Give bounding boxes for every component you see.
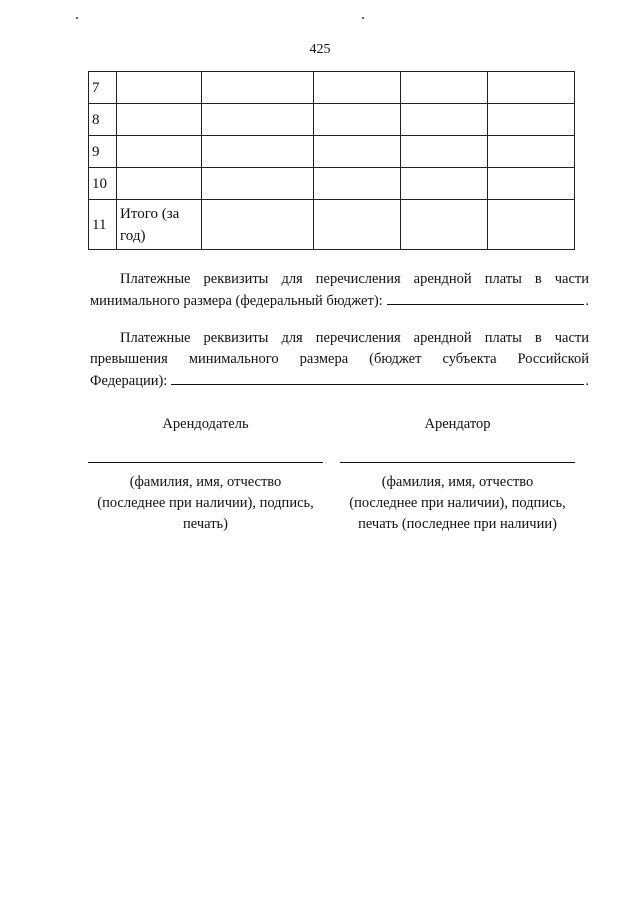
paragraph-text: Федерации): <box>90 373 168 389</box>
total-label <box>117 200 202 250</box>
table-cell <box>401 168 488 200</box>
rent-payment-table <box>88 71 575 250</box>
payment-details-federal <box>90 269 589 312</box>
table-cell <box>488 200 575 250</box>
caption-line: печать) <box>183 516 228 532</box>
table-cell <box>488 104 575 136</box>
table-row <box>89 168 575 200</box>
paragraph-line <box>90 290 589 312</box>
table-cell <box>401 136 488 168</box>
row-number: 8 <box>89 104 117 136</box>
caption-line: печать (последнее при наличии) <box>358 516 557 532</box>
caption-line: (фамилия, имя, отчество <box>381 474 534 490</box>
signature-caption <box>88 472 323 535</box>
paragraph-line: Платежные реквизиты для перечисления арендной платы в части <box>120 271 589 287</box>
signature-line[interactable] <box>340 462 575 463</box>
total-label-line: год) <box>120 227 146 244</box>
table-cell <box>314 200 401 250</box>
paragraph-line: Платежные реквизиты для перечисления арендной платы в части <box>120 330 589 346</box>
payment-details-regional <box>90 328 589 392</box>
table-cell <box>202 72 314 104</box>
table-cell <box>202 168 314 200</box>
fill-in-blank[interactable] <box>171 370 584 385</box>
scan-speck <box>76 17 78 19</box>
table-row <box>89 136 575 168</box>
paragraph-line <box>90 370 589 392</box>
table-cell <box>401 200 488 250</box>
table-cell <box>117 72 202 104</box>
table-cell <box>401 104 488 136</box>
table-cell <box>117 136 202 168</box>
table-row <box>89 104 575 136</box>
page-number: 425 <box>309 42 331 57</box>
paragraph-line: превышения минимального размера (бюджет субъекта Российской <box>90 351 589 367</box>
row-number: 10 <box>89 168 117 200</box>
caption-line: (последнее при наличии), подпись, <box>97 495 314 511</box>
caption-line: (фамилия, имя, отчество <box>129 474 282 490</box>
table-cell <box>488 72 575 104</box>
scan-speck <box>362 17 364 19</box>
table-cell <box>401 72 488 104</box>
table-cell <box>117 104 202 136</box>
table-cell <box>314 168 401 200</box>
table-cell <box>488 168 575 200</box>
signature-line[interactable] <box>88 462 323 463</box>
table-cell <box>202 200 314 250</box>
table-cell <box>488 136 575 168</box>
paragraph-end: . <box>585 373 589 389</box>
table-cell <box>202 104 314 136</box>
caption-line: (последнее при наличии), подпись, <box>349 495 566 511</box>
paragraph-end: . <box>585 293 589 309</box>
row-number: 7 <box>89 72 117 104</box>
table-cell <box>117 168 202 200</box>
signature-caption <box>340 472 575 535</box>
row-number: 11 <box>89 200 117 250</box>
landlord-title: Арендодатель <box>162 416 249 432</box>
fill-in-blank[interactable] <box>387 290 585 305</box>
landlord-signature-block <box>88 414 323 535</box>
table-row-total <box>89 200 575 250</box>
table-cell <box>314 104 401 136</box>
table-cell <box>314 72 401 104</box>
row-number: 9 <box>89 136 117 168</box>
total-label-line: Итого (за <box>120 205 180 222</box>
table-cell <box>202 136 314 168</box>
paragraph-text: минимального размера (федеральный бюджет): <box>90 293 383 309</box>
tenant-title: Арендатор <box>424 416 491 432</box>
tenant-signature-block <box>340 414 575 535</box>
table-row <box>89 72 575 104</box>
table-cell <box>314 136 401 168</box>
